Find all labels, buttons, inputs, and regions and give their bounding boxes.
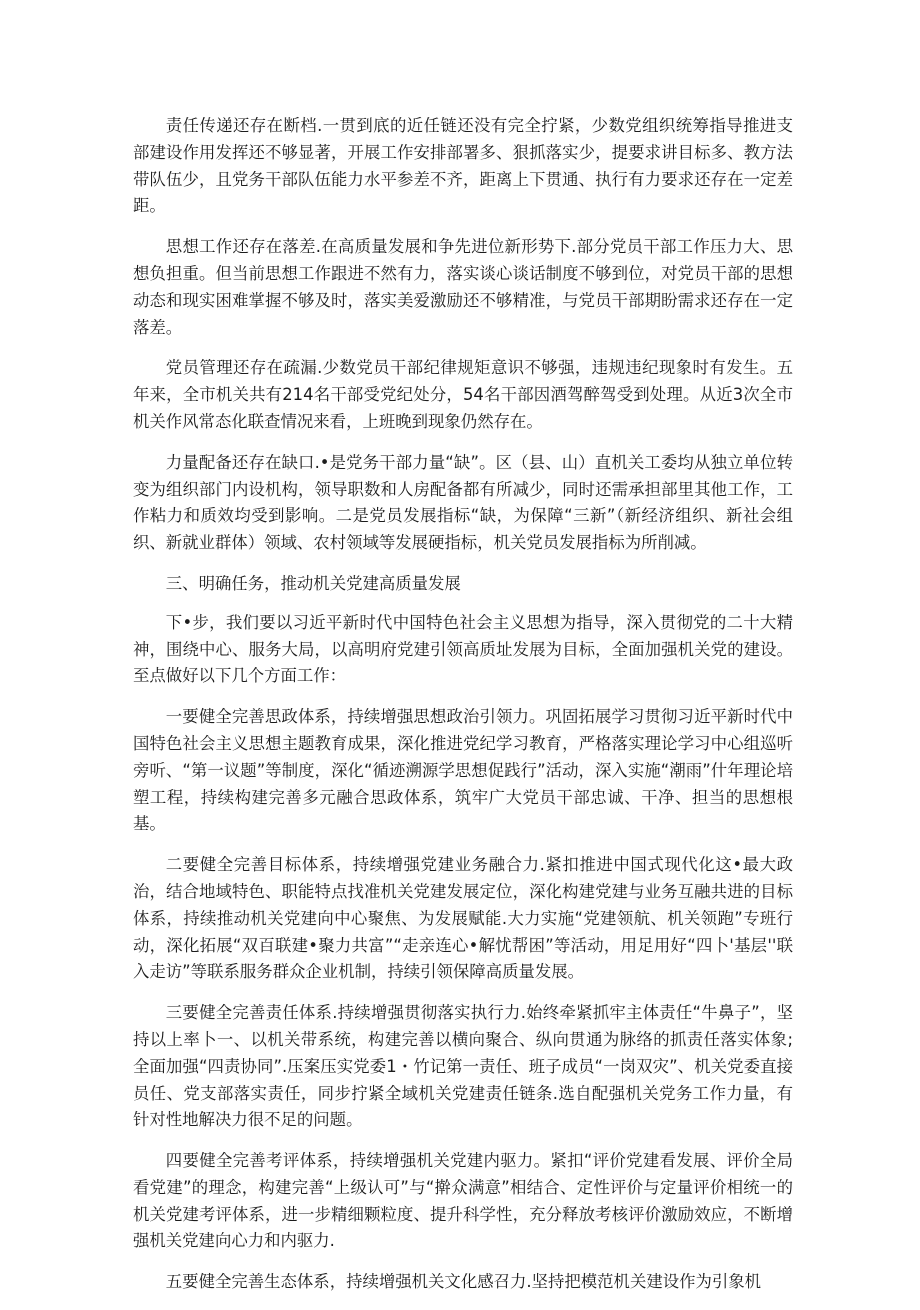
paragraph-task-1: 一要健全完善思政体系，持续增强思想政治引领力。巩固拓展学习贯彻习近平新时代中国特色社会主义思想主题教育成果，深化推进党纪学习教育，严格落实理论学习中心组巡听旁听、“第一议题”等制度，深化“循迹溯源学思想促践行”活动，深入实施“潮雨”什年理论培塑工程，持续构建完善多元融合思政体系，筑牢广大党员干部忠诚、干净、担当的思想根基。	[133, 707, 793, 834]
paragraph-responsibility-transmission: 责任传递还存在断档.一贯到底的近任链还没有完全拧紧，少数党组织统筹指导推进支部建设作用发挥还不够显著，开展工作安排部署多、狠抓落实少，提要求讲目标多、教方法带队伍少，且党务干部队伍能力水平参差不齐，距离上下贯通、执行有力要求还存在一定差距。	[133, 116, 793, 216]
paragraph-task-3: 三要健全完善责任体系.持续增强贯彻落实执行力.始终牵紧抓牢主体责任“牛鼻子”，坚持以上率卜一、以机关带系统，构建完善以横向聚合、纵向贯通为脉络的抓责任落实体象;全面加强“四责协同”.压案压实党委1・竹记第一责任、班子成员“一岗双灾”、机关党委直接员任、党支部落实责任，同步拧紧全域机关党建责任链条.选自配强机关党务工作力量，有针对性地解决力很不足的问题。	[133, 1003, 793, 1130]
paragraph-member-management: 党员管理还存在疏漏.少数党员干部纪律规矩意识不够强，违规违纪现象时有发生。五年来，全市机关共有214名干部受党纪处分，54名干部因酒驾醉驾受到处理。从近3次全市机关作风常态化联查情况来看，上班晚到现象仍然存在。	[133, 358, 793, 431]
paragraph-next-step: 下•步，我们要以习近平新时代中国特色社会主义思想为指导，深入贯彻党的二十大精神，围绕中心、服务大局，以高明府党建引领高质址发展为目标，全面加强机关党的建设。至点做好以下几个方面工作：	[133, 612, 793, 686]
paragraph-ideological-work: 思想工作还存在落差.在高质量发展和争先进位新形势下.部分党员干部工作压力大、思想负担重。但当前思想工作跟进不然有力，落实谈心谈话制度不够到位，对党员干部的思想动态和现实困难掌握不够及时，落实美爱激励还不够精准，与党员干部期盼需求还存在一定落差。	[133, 237, 793, 337]
section-heading: 三、明确任务，推动机关党建高质量发展	[165, 573, 461, 593]
document-body	[133, 113, 793, 1310]
paragraph-task-2: 二要健全完善目标体系，持续增强党建业务融合力.紧扣推进中国式现代化这•最大政治，结合地域特色、职能特点找准机关党建发展定位，深化构建党建与业务互融共进的目标体系，持续推动机关党建向中心聚焦、为发展赋能.大力实施“党建领航、机关领跑”专班行动，深化拓展“双百联建•聚力共富”“走亲连心•解忧帮困”等活动，用足用好“四卜'基层''联入走访”等联系服务群众企业机制，持续引领保障高质量发展。	[133, 855, 793, 982]
paragraph-staffing: 力量配备还存在缺口.•是党务干部力量“缺”。区（县、山）直机关工委均从独立单位转变为组织部门内设机构，领导职数和人房配备都有所减少，同时还需承担部里其他工作，工作粘力和质效均受到影响。二是党员发展指标“缺，为保障“三新”（新经济组织、新社会组织、新就业群体）领域、农村领域等发展硬指标，机关党员发展指标为所削减。	[133, 452, 793, 553]
paragraph-task-5: 五要健全完善生态体系，持续增强机关文化感召力.坚持把模范机关建设作为引象机	[165, 1272, 762, 1292]
paragraph-task-4: 四要健全完善考评体系，持续增强机关党建内驱力。紧扣“评价党建看发展、评价全局看党建”的理念，构建完善“上级认可”与“擀众满意”相结合、定性评价与定量评价相统一的机关党建考评体系，进一步精细颗粒度、提升科学性，充分释放考核评价激励效应，不断增强机关党建向心力和内驱力.	[133, 1151, 793, 1251]
